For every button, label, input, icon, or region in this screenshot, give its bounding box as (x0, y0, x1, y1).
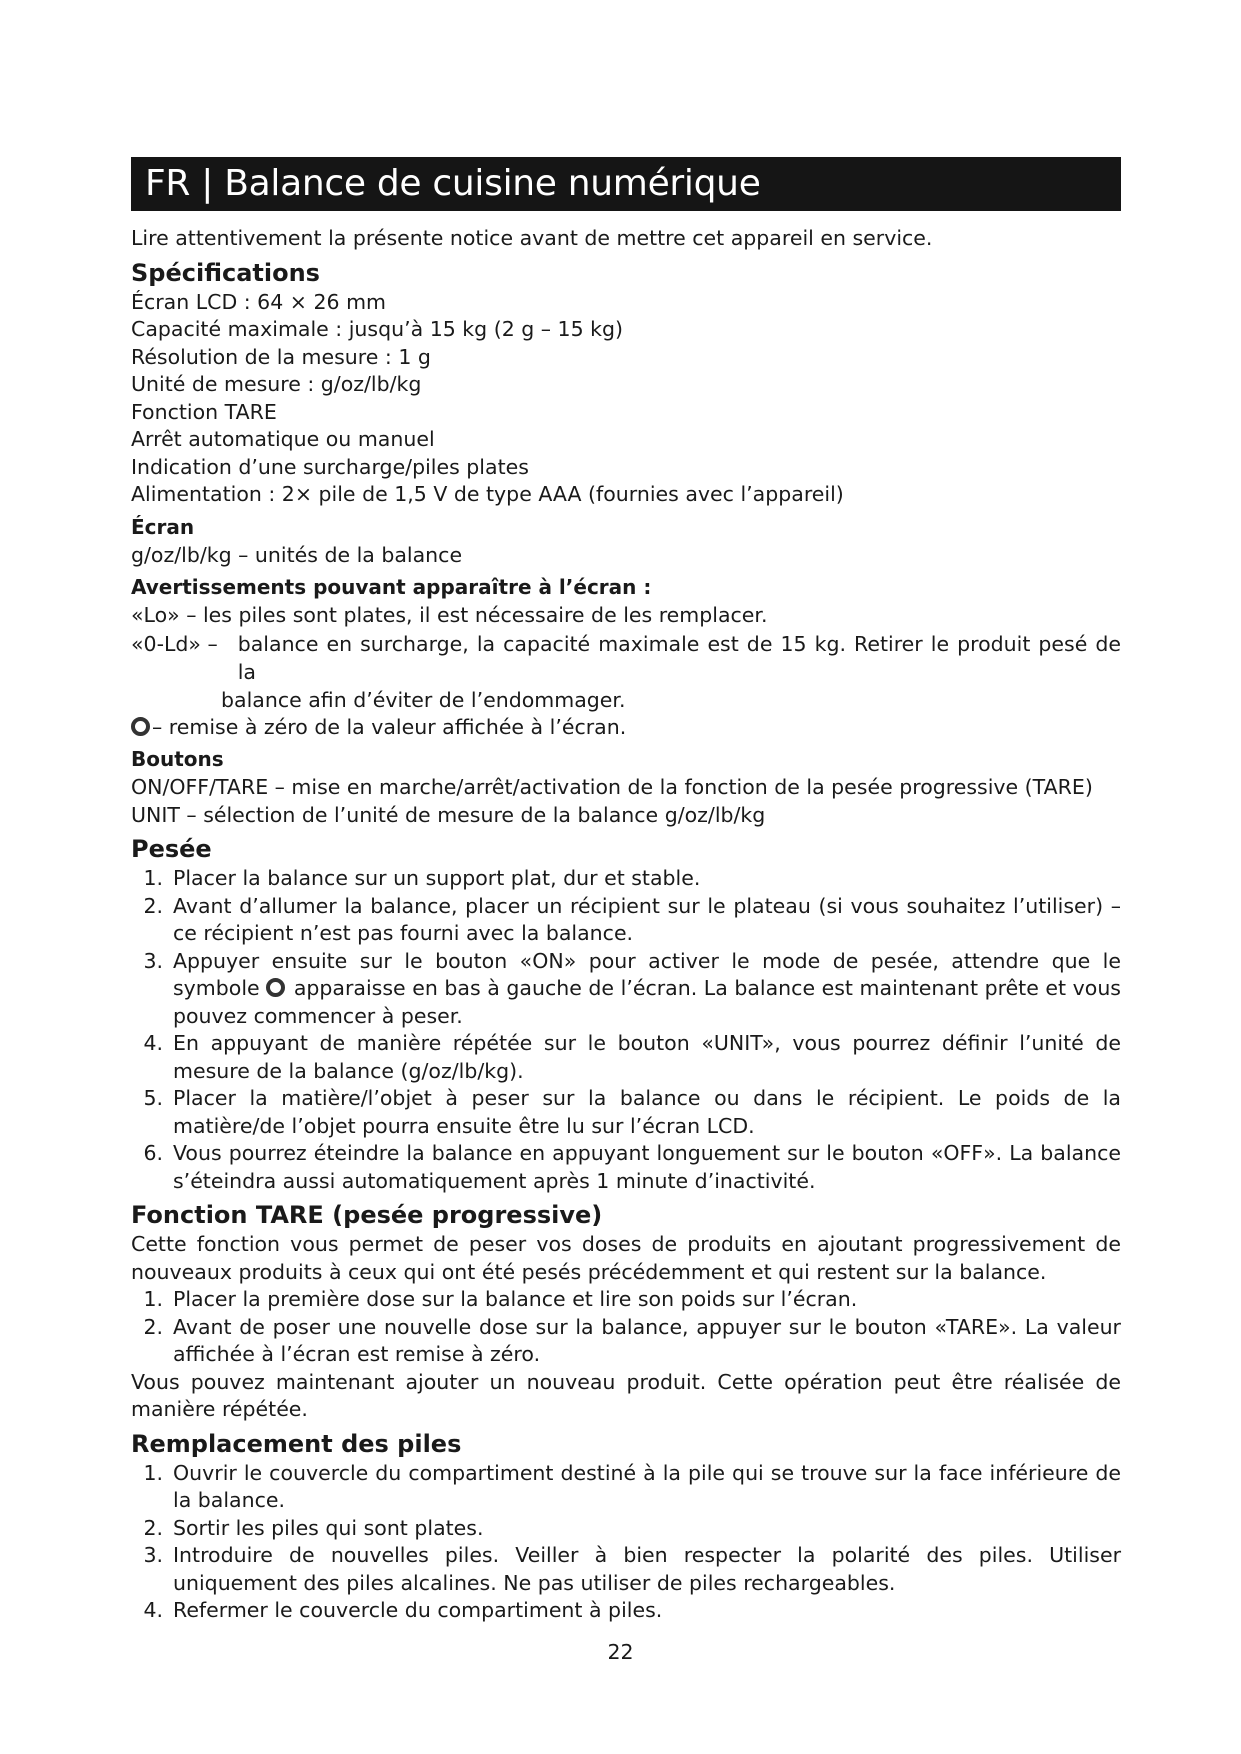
step-text: Vous pourrez éteindre la balance en appuyant longuement sur le bouton «OFF». La balance s’éteindra aussi automatiquement après 1 minute d’inactivité. (173, 1141, 1121, 1193)
zero-ring-icon (131, 717, 150, 736)
tare-heading: Fonction TARE (pesée progressive) (131, 1201, 603, 1229)
warning-overload-text: balance en surcharge, la capacité maximale est de 15 kg. Retirer le produit pesé de la (237, 631, 1121, 684)
piles-heading: Remplacement des piles (131, 1429, 462, 1458)
button-line: ON/OFF/TARE – mise en marche/arrêt/activation de la fonction de la pesée progressive (TARE) (131, 775, 1093, 799)
spec-line: Arrêt automatique ou manuel (131, 427, 435, 451)
warnings-heading: Avertissements pouvant apparaître à l’écran : (131, 575, 652, 599)
step-text-part: apparaisse en bas à gauche de l’écran. La balance est maintenant prête et vous pouvez commencer à peser. (173, 976, 1121, 1028)
step-number: 1. (143, 1460, 163, 1485)
buttons-heading: Boutons (131, 747, 224, 771)
ecran-line: g/oz/lb/kg – unités de la balance (131, 542, 463, 567)
list-item (131, 1030, 1121, 1085)
step-text (173, 948, 1121, 1031)
list-item (131, 1597, 1121, 1625)
tare-intro: Cette fonction vous permet de peser vos doses de produits en ajoutant progressivement de nouveaux produits à ceux qui ont été pesés précédemment et qui restent sur la balance. (131, 1232, 1121, 1284)
step-text: Refermer le couvercle du compartiment à piles. (173, 1598, 663, 1622)
step-number: 2. (143, 1314, 163, 1339)
button-line: UNIT – sélection de l’unité de mesure de la balance g/oz/lb/kg (131, 802, 766, 827)
list-item (131, 893, 1121, 948)
list-item (131, 1085, 1121, 1140)
warning-lo: «Lo» – les piles sont plates, il est nécessaire de les remplacer. (131, 603, 768, 627)
step-text: En appuyant de manière répétée sur le bouton «UNIT», vous pourrez définir l’unité de mesure de la balance (g/oz/lb/kg). (173, 1031, 1121, 1083)
step-text-part: Appuyer ensuite sur le bouton «ON» pour activer le mode de pesée, attendre que le symbole (173, 948, 1121, 1000)
step-number: 1. (143, 866, 163, 890)
step-number: 4. (143, 1598, 163, 1622)
specs-heading: Spécifications (131, 258, 320, 287)
step-text: Avant d’allumer la balance, placer un récipient sur le plateau (si vous souhaitez l’utiliser) – ce récipient n’est pas fourni avec la balance. (173, 893, 1121, 945)
step-number: 4. (143, 1031, 163, 1055)
step-text: Placer la balance sur un support plat, dur et stable. (173, 866, 701, 890)
pesee-steps (131, 865, 1121, 1195)
spec-line: Unité de mesure : g/oz/lb/kg (131, 372, 422, 396)
warning-overload (131, 630, 1121, 686)
warning-zero (131, 714, 1121, 742)
step-text: Ouvrir le couvercle du compartiment destiné à la pile qui se trouve sur la face inférieure de la balance. (173, 1460, 1121, 1512)
ecran-heading: Écran (131, 514, 195, 539)
list-item (131, 1140, 1121, 1195)
list-item (131, 1314, 1121, 1369)
list-item (131, 948, 1121, 1031)
list-item (131, 1286, 1121, 1314)
step-number: 2. (143, 1515, 163, 1540)
tare-outro: Vous pouvez maintenant ajouter un nouveau produit. Cette opération peut être réalisée de manière répétée. (131, 1369, 1121, 1421)
piles-steps (131, 1460, 1121, 1625)
step-number: 3. (143, 948, 163, 973)
list-item (131, 1515, 1121, 1543)
step-text: Placer la matière/l’objet à peser sur la balance ou dans le récipient. Le poids de la matière/de l’objet pourra ensuite être lu sur l’écran LCD. (173, 1086, 1121, 1138)
step-number: 1. (143, 1287, 163, 1311)
spec-line: Résolution de la mesure : 1 g (131, 344, 431, 369)
list-item (131, 1542, 1121, 1597)
step-text: Placer la première dose sur la balance et lire son poids sur l’écran. (173, 1287, 858, 1311)
step-number: 3. (143, 1543, 163, 1567)
list-item (131, 1460, 1121, 1515)
spec-line: Écran LCD : 64 × 26 mm (131, 289, 387, 314)
spec-line: Fonction TARE (131, 399, 277, 424)
manual-page (131, 157, 1121, 1625)
step-text: Avant de poser une nouvelle dose sur la balance, appuyer sur le bouton «TARE». La valeur affichée à l’écran est remise à zéro. (173, 1314, 1121, 1366)
intro-text: Lire attentivement la présente notice avant de mettre cet appareil en service. (131, 226, 933, 250)
tare-steps (131, 1286, 1121, 1369)
spec-line: Indication d’une surcharge/piles plates (131, 454, 529, 479)
warning-overload-cont: balance afin d’éviter de l’endommager. (221, 687, 626, 712)
spec-line: Capacité maximale : jusqu’à 15 kg (2 g – 15 kg) (131, 317, 624, 341)
list-item (131, 865, 1121, 893)
page-number: 22 (607, 1640, 634, 1664)
pesee-heading: Pesée (131, 835, 212, 863)
step-number: 6. (143, 1141, 163, 1165)
zero-ring-icon (266, 978, 285, 997)
warning-zero-text: – remise à zéro de la valeur affichée à l’écran. (152, 714, 627, 739)
step-number: 2. (143, 893, 163, 918)
step-number: 5. (143, 1086, 163, 1110)
step-text: Sortir les piles qui sont plates. (173, 1515, 484, 1540)
warning-overload-key: «0-Ld» – (131, 631, 218, 656)
step-text: Introduire de nouvelles piles. Veiller à bien respecter la polarité des piles. Utiliser uniquement des piles alcalines. Ne pas utiliser de piles rechargeables. (173, 1543, 1121, 1595)
page-title: FR | Balance de cuisine numérique (131, 157, 1121, 211)
spec-line: Alimentation : 2× pile de 1,5 V de type AAA (fournies avec l’appareil) (131, 482, 844, 506)
